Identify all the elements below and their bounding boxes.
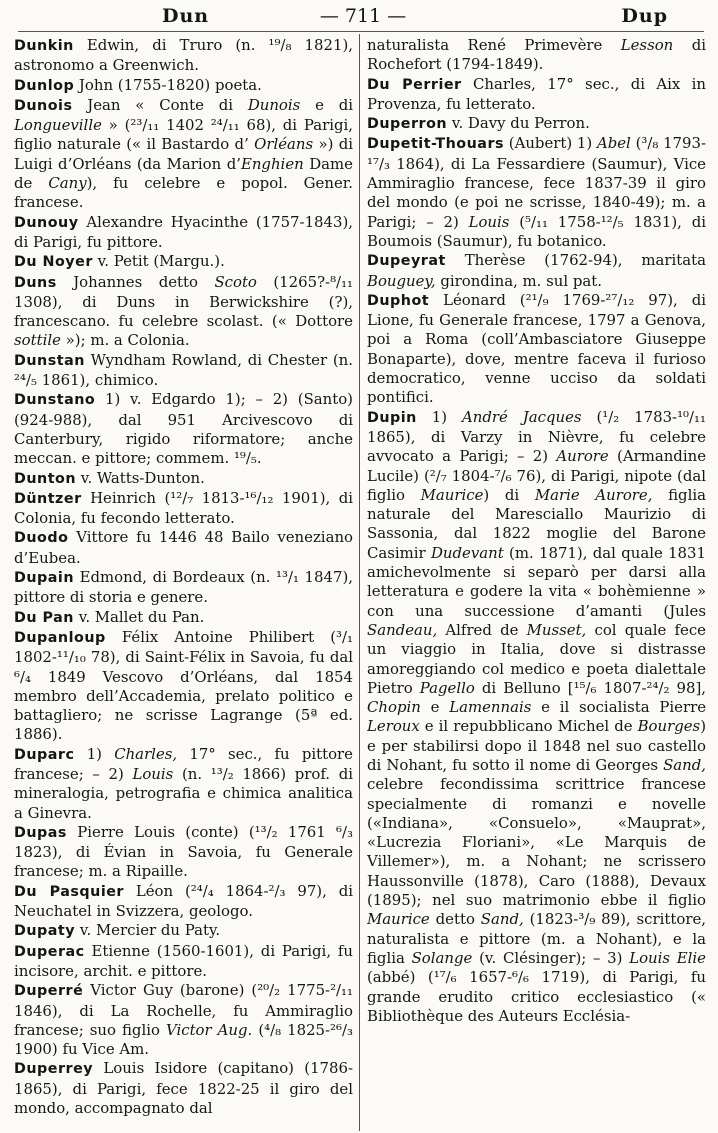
- entry-text: girondina, m. sul pat.: [435, 271, 602, 290]
- entry-headword: Dunstano: [14, 392, 96, 409]
- entry-text: celebre fecondissima scrittrice francese specialmente di romanzi e novelle («Indiana», «Consuelo», «Mauprat», «Lucrezia Floriani», «Le Marquis de Villemer»), m. a Nohant; ne scrissero Haussonville (1878), Caro (1888), Devaux (1895); nel suo matrimonio ebbe il figlio: [367, 775, 706, 910]
- entry-text: e il socialista Pierre: [531, 698, 706, 717]
- entry-text: Léonard (²¹/₉ 1769-²⁷/₁₂ 97), di Lione, fu Generale francese, 1797 a Genova, poi a Roma (coll’Ambasciatore Giuseppe Bonaparte), dove, mentre faceva il furioso democratico, venne ucciso da soldati pontifici.: [367, 290, 706, 407]
- entry-text: 1): [86, 744, 115, 763]
- entry-italic-text: Sand,: [663, 755, 706, 774]
- entry-italic-text: sottile: [14, 331, 61, 350]
- entry-text: Pierre Louis (conte) (¹³/₂ 1761 ⁶/₃ 1823), di Évian in Savoia, fu Generale francese; m. a Ripaille.: [14, 822, 353, 881]
- entry-headword: Duperron: [367, 116, 448, 133]
- dictionary-entry: [367, 408, 706, 1027]
- dictionary-entry: [14, 1059, 353, 1118]
- entry-headword: Dunois: [14, 97, 73, 114]
- entry-italic-text: Lesson: [620, 36, 674, 54]
- dictionary-entry: [14, 213, 353, 253]
- entry-text: Dame de: [14, 154, 353, 193]
- entry-headword: Dupas: [14, 824, 67, 841]
- entry-headword: Duns: [14, 274, 57, 291]
- right-column: [367, 36, 706, 1026]
- entry-text: (v. Clésinger); – 3): [472, 948, 630, 967]
- entry-text: (m. 1871), dal quale 1831 amichevolmente si separò per darsi alla letteratura e godere la vita « bohèmienne » con una successione d’amanti (Jules: [367, 543, 706, 620]
- entry-italic-text: Maurice: [420, 485, 484, 504]
- entry-italic-text: Marie Aurore,: [534, 485, 653, 504]
- entry-text: (abbé) (¹⁷/₆ 1657-⁶/₆ 1719), di Parigi, fu grande erudito critico ecclesiastico (« Bibliothèque des Auteurs Ecclésia-: [367, 968, 706, 1025]
- dictionary-entry: [14, 921, 353, 941]
- entry-text: Wyndham Rowland, di Chester (n. ²⁴/₅ 1861), chimico.: [14, 350, 353, 390]
- header-rule: [18, 31, 704, 32]
- page-header: [30, 4, 696, 28]
- entry-text: Alfred de: [437, 620, 527, 639]
- entry-text: Therèse (1762-94), maritata: [464, 251, 706, 270]
- entry-headword: Duperac: [14, 943, 85, 960]
- entry-headword: Dupaty: [14, 923, 76, 940]
- entry-italic-text: Orléans: [254, 135, 314, 154]
- entry-headword: Dupain: [14, 570, 75, 587]
- entry-text: Félix Antoine Philibert (³/₁ 1802-¹¹/₁₀ 78), di Saint-Félix in Savoia, fu dal ⁶/₄ 1849 Vescovo d’Orléans, dal 1854 membro dell’Accademia, prelato politico e battagliero; ne scrisse Lagrange (5ª ed. 1886).: [14, 627, 353, 744]
- dictionary-entry: [14, 489, 353, 529]
- entry-text: (¹/₂ 1783-¹⁰/₁₁ 1865), di Varzy in Nièvre, fu celebre avvocato a Parigi; – 2): [367, 407, 706, 466]
- entry-text: Jean « Conte di: [87, 95, 248, 114]
- dictionary-entry: [14, 823, 353, 882]
- entry-text: ) e per stabilirsi dopo il 1848 nel suo castello di Nohant, fu sotto il nome di Georges: [367, 717, 706, 774]
- dictionary-entry: [14, 745, 353, 823]
- entry-headword: Duodo: [14, 530, 69, 547]
- entry-text: Heinrich (¹²/₇ 1813-¹⁶/₁₂ 1901), di Colonia, fu fecondo letterato.: [14, 488, 353, 528]
- entry-text: John (1755-1820) poeta.: [78, 75, 262, 94]
- entry-text: (1265?-⁸/₁₁ 1308), di Duns in Berwickshire (?), francescano. fu celebre scolast. (« Dottore: [14, 272, 353, 331]
- entry-text: v. Davy du Perron.: [451, 114, 590, 133]
- entry-text: di Belluno [¹⁵/₆ 1807-²⁴/₂ 98],: [474, 678, 706, 697]
- entry-italic-text: André Jacques: [462, 407, 582, 426]
- entry-headword: Dupeyrat: [367, 253, 446, 270]
- dictionary-entry: [14, 273, 353, 351]
- entry-text: 17° sec., fu pittore francese; – 2): [14, 744, 353, 783]
- entry-italic-text: Louis Elie: [629, 948, 706, 967]
- entry-text: (n. ¹³/₂ 1866) prof. di mineralogia, petrografia e chimica analitica a Ginevra.: [14, 764, 353, 822]
- entry-headword: Dunouy: [14, 214, 79, 231]
- entry-text: (⁵/₁₁ 1758-¹²/₅ 1831), di Boumois (Saumur), fu botanico.: [367, 212, 706, 250]
- entry-text: v. Watts-Dunton.: [80, 468, 205, 487]
- entry-italic-text: Pagello: [419, 678, 475, 697]
- entry-italic-text: Longueville: [14, 116, 102, 135]
- column-divider: [359, 34, 360, 1131]
- dictionary-entry: [14, 608, 353, 628]
- entry-text: Edwin, di Truro (n. ¹⁹/₈ 1821), astronomo a Greenwich.: [14, 36, 353, 75]
- dictionary-entry: [14, 628, 353, 745]
- entry-italic-text: Louis: [468, 212, 510, 231]
- entry-italic-text: Sandeau,: [367, 620, 438, 639]
- entry-text: Léon (²⁴/₄ 1864-²/₃ 97), di Neuchatel in Svizzera, geologo.: [14, 881, 353, 921]
- entry-text: (Armandine Lucile) (²/₇ 1804-⁷/₆ 76), di Parigi, nipote (dal figlio: [367, 447, 706, 504]
- entry-italic-text: Dudevant: [430, 543, 504, 562]
- entry-text: v. Petit (Margu.).: [97, 252, 225, 271]
- entry-italic-text: Charles,: [114, 744, 178, 763]
- dictionary-entry: [367, 75, 706, 115]
- entry-headword: Du Perrier: [367, 76, 462, 93]
- entry-headword: Du Pasquier: [14, 883, 124, 900]
- entry-headword: Du Noyer: [14, 254, 93, 271]
- entry-text: Edmond, di Bordeaux (n. ¹³/₁ 1847), pittore di storia e genere.: [14, 568, 353, 607]
- entry-text: e: [420, 698, 450, 717]
- entry-italic-text: Solange: [411, 948, 473, 967]
- dictionary-entry: [14, 96, 353, 213]
- entry-italic-text: Bourges: [637, 717, 701, 736]
- left-column: [14, 36, 353, 1118]
- entry-italic-text: Aurore: [556, 447, 609, 466]
- entry-text: Charles, 17° sec., di Aix in Provenza, fu letterato.: [367, 74, 706, 113]
- entry-text: (³/₈ 1793-¹⁷/₃ 1864), di La Fessardiere (Saumur), Vice Ammiraglio francese, fece 1837-39 il giro del mondo (e poi ne scrisse, 1840-49); m. a Parigi; – 2): [367, 134, 706, 231]
- entry-text: » (²³/₁₁ 1402 ²⁴/₁₁ 68), di Parigi, figlio naturale (« il Bastardo d’: [14, 116, 353, 154]
- entry-headword: Dupanloup: [14, 629, 106, 646]
- dictionary-entry: [14, 390, 353, 468]
- entry-text: ») di Luigi d’Orléans (da Marion d’: [14, 135, 353, 173]
- entry-headword: Duphot: [367, 292, 430, 309]
- entry-text: naturalista René Primevère: [367, 36, 621, 54]
- dictionary-entry: [14, 942, 353, 982]
- entry-text: (⁴/₈ 1825-²⁶/₃ 1900) fu Vice Am.: [14, 1020, 353, 1059]
- entry-text: Alexandre Hyacinthe (1757-1843), di Parigi, fu pittore.: [14, 212, 353, 251]
- entry-italic-text: Musset,: [526, 620, 587, 639]
- entry-text: v. Mercier du Paty.: [79, 921, 221, 940]
- entry-text: e il repubblicano Michel de: [419, 717, 638, 736]
- dictionary-entry: [367, 251, 706, 291]
- entry-headword: Duperrey: [14, 1061, 94, 1078]
- dictionary-entry: [14, 528, 353, 568]
- dictionary-entry: [14, 76, 353, 96]
- entry-text: e di: [300, 95, 353, 114]
- entry-text: Victor Guy (barone) (²⁰/₂ 1775-²/₁₁ 1846), di La Rochelle, fu Ammiraglio francese; suo figlio: [14, 981, 353, 1039]
- dictionary-entry: [367, 134, 706, 251]
- entry-headword: Dupetit-Thouars: [367, 136, 505, 153]
- entry-text: »); m. a Colonia.: [60, 331, 190, 350]
- entry-text: col quale fece un viaggio in Italia, dove si distrasse amoreggiando col medico e poeta dialettale Pietro: [367, 620, 706, 697]
- entry-text: di Rochefort (1794-1849).: [367, 36, 706, 74]
- dictionary-entry: [14, 568, 353, 608]
- entry-headword: Du Pan: [14, 609, 74, 626]
- entry-text: (Aubert) 1): [508, 134, 597, 153]
- dictionary-entry: [367, 291, 706, 408]
- entry-italic-text: Lamennais: [449, 698, 532, 717]
- dictionary-entry: [14, 981, 353, 1059]
- entry-italic-text: Victor Aug.: [165, 1020, 253, 1039]
- entry-italic-text: Enghien: [240, 154, 304, 173]
- entry-headword: Dunkin: [14, 38, 74, 54]
- entry-italic-text: Sand,: [480, 910, 524, 929]
- entry-italic-text: Leroux: [367, 717, 420, 736]
- entry-headword: Dupin: [367, 409, 417, 426]
- entry-text: figlia naturale del Maresciallo Maurizio di Sassonia, dal 1822 moglie del Barone Casimir: [367, 485, 706, 562]
- header-left-guide-word: Dun: [162, 5, 210, 27]
- dictionary-entry: [14, 252, 353, 272]
- page-number: — 711 —: [319, 5, 407, 27]
- entry-headword: Duperré: [14, 983, 84, 1000]
- entry-headword: Dunlop: [14, 77, 75, 94]
- dictionary-entry: [14, 36, 353, 76]
- entry-headword: Duparc: [14, 746, 75, 763]
- entry-text: ) di: [483, 485, 535, 504]
- entry-headword: Dunton: [14, 470, 77, 487]
- dictionary-entry: [14, 351, 353, 391]
- entry-italic-text: Chopin: [367, 698, 421, 717]
- header-right-guide-word: Dup: [621, 5, 668, 27]
- entry-italic-text: Abel: [596, 134, 631, 153]
- entry-italic-text: Cany: [48, 174, 87, 193]
- entry-text: Johannes detto: [73, 272, 215, 291]
- entry-text: ), fu celebre e popol. Gener. francese.: [14, 174, 353, 212]
- entry-text: 1) v. Edgardo 1); – 2) (Santo) (924-988), dal 951 Arcivescovo di Canterbury, rigido riformatore; anche meccan. e pittore; commem. ¹⁹/₅.: [14, 390, 353, 468]
- dictionary-entry: [367, 114, 706, 134]
- entry-italic-text: Louis: [132, 764, 174, 783]
- entry-italic-text: Bouguey,: [367, 271, 436, 290]
- dictionary-entry: [367, 36, 706, 75]
- entry-text: (1823-³/₉ 89), scrittore, naturalista e pittore (m. a Nohant), e la figlia: [367, 910, 706, 967]
- dictionary-entry: [14, 469, 353, 489]
- entry-text: Louis Isidore (capitano) (1786-1865), di Parigi, fece 1822-25 il giro del mondo, accompagnato dal: [14, 1059, 353, 1118]
- entry-headword: Dunstan: [14, 352, 85, 369]
- entry-text: 1): [431, 407, 463, 426]
- entry-text: Etienne (1560-1601), di Parigi, fu incisore, archit. e pittore.: [14, 941, 353, 980]
- entry-italic-text: Scoto: [214, 272, 257, 291]
- entry-italic-text: Dunois: [247, 95, 301, 114]
- dictionary-entry: [14, 882, 353, 922]
- entry-text: detto: [429, 910, 481, 929]
- entry-text: v. Mallet du Pan.: [78, 607, 205, 626]
- entry-text: Vittore fu 1446 48 Bailo veneziano d’Eubea.: [14, 528, 353, 567]
- entry-italic-text: Maurice: [367, 910, 430, 929]
- entry-headword: Düntzer: [14, 490, 82, 507]
